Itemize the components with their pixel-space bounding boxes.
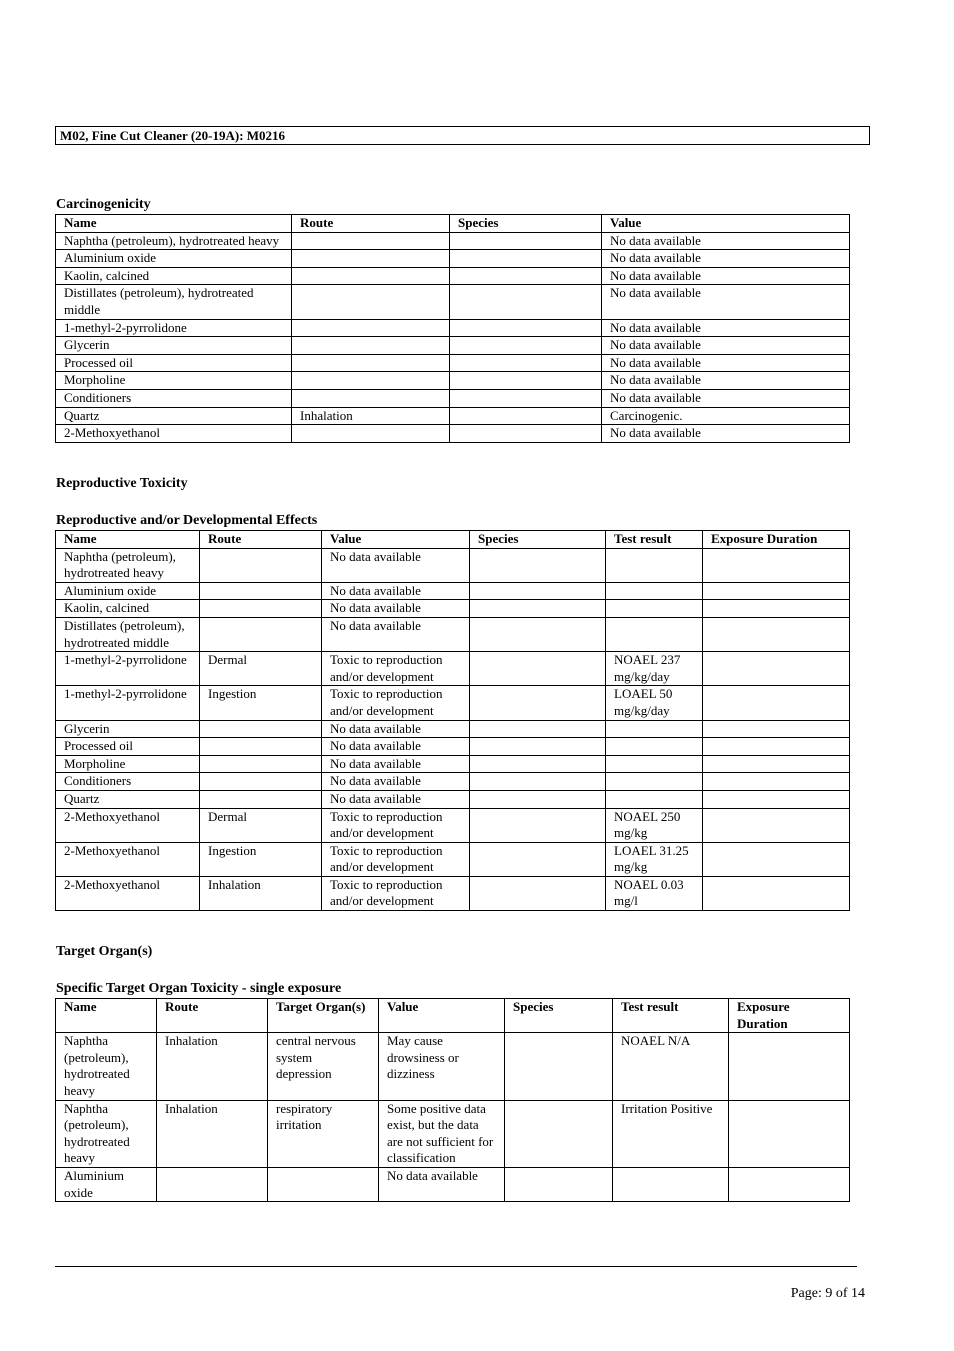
table-cell: No data available [602,372,850,390]
table-cell [729,1100,850,1167]
table-cell [606,738,703,756]
table-cell [292,285,450,319]
table-cell: No data available [602,319,850,337]
table-cell [450,354,602,372]
table-row [56,232,850,250]
table-cell [157,1167,268,1201]
table-row [56,842,850,876]
table-cell: Kaolin, calcined [56,267,292,285]
reproductive-effects-subtitle: Reproductive and/or Developmental Effects [56,513,318,528]
table-cell [292,425,450,443]
table-cell: Inhalation [292,407,450,425]
table-row [56,790,850,808]
column-header: Test result [606,531,703,549]
table-cell: No data available [602,285,850,319]
table-cell [200,548,322,582]
table-cell [450,372,602,390]
column-header: Species [505,999,613,1033]
table-cell: Inhalation [200,876,322,910]
table-row [56,686,850,720]
table-cell [292,389,450,407]
table-cell [703,808,850,842]
table-row [56,1167,850,1201]
table-row [56,652,850,686]
table-cell: Morpholine [56,755,200,773]
table-cell: central nervous system depression [268,1033,379,1100]
table-cell [606,790,703,808]
table-cell [470,652,606,686]
table-cell: Inhalation [157,1100,268,1167]
table-cell: Dermal [200,652,322,686]
table-cell [703,548,850,582]
table-cell [470,876,606,910]
table-cell [470,842,606,876]
table-cell [450,232,602,250]
table-cell: LOAEL 50 mg/kg/day [606,686,703,720]
table-cell [470,808,606,842]
table-cell [450,267,602,285]
column-header: Exposure Duration [703,531,850,549]
table-cell [470,686,606,720]
table-cell: Irritation Positive [613,1100,729,1167]
table-cell [292,337,450,355]
table-row [56,1033,850,1100]
table-cell [703,738,850,756]
table-cell: No data available [322,582,470,600]
table-cell: Ingestion [200,686,322,720]
table-cell [703,790,850,808]
table-cell: Quartz [56,407,292,425]
table-cell: Quartz [56,790,200,808]
table-cell [470,600,606,618]
table-cell: Toxic to reproduction and/or development [322,842,470,876]
table-cell [268,1167,379,1201]
table-row [56,337,850,355]
column-header: Target Organ(s) [268,999,379,1033]
table-cell [703,582,850,600]
table-cell: 2-Methoxyethanol [56,876,200,910]
table-cell: 1-methyl-2-pyrrolidone [56,686,200,720]
column-header: Species [450,215,602,233]
table-cell [470,755,606,773]
table-cell: Aluminium oxide [56,250,292,268]
table-cell [703,617,850,651]
column-header: Species [470,531,606,549]
table-cell [450,407,602,425]
table-cell [505,1100,613,1167]
column-header: Route [292,215,450,233]
column-header: Name [56,999,157,1033]
document-header: M02, Fine Cut Cleaner (20-19A): M0216 [55,126,870,145]
table-cell: Processed oil [56,354,292,372]
table-cell: Aluminium oxide [56,582,200,600]
column-header: Value [322,531,470,549]
table-cell: NOAEL N/A [613,1033,729,1100]
table-row [56,582,850,600]
table-row [56,808,850,842]
table-cell: May cause drowsiness or dizziness [379,1033,505,1100]
table-cell [470,790,606,808]
table-cell [200,790,322,808]
table-cell: 2-Methoxyethanol [56,842,200,876]
table-cell [470,738,606,756]
table-row [56,372,850,390]
table-cell: No data available [602,425,850,443]
table-cell: NOAEL 250 mg/kg [606,808,703,842]
table-row [56,425,850,443]
table-cell: Inhalation [157,1033,268,1100]
table-cell: 1-methyl-2-pyrrolidone [56,319,292,337]
table-cell [606,582,703,600]
column-header: Name [56,531,200,549]
table-cell: Glycerin [56,337,292,355]
table-row [56,773,850,791]
table-cell: Ingestion [200,842,322,876]
table-row [56,720,850,738]
table-row [56,389,850,407]
table-cell: No data available [602,250,850,268]
table-cell [703,600,850,618]
table-cell [470,720,606,738]
table-cell [200,755,322,773]
carcinogenicity-title: Carcinogenicity [56,197,151,212]
table-cell [470,617,606,651]
table-cell [606,720,703,738]
table-cell [450,250,602,268]
table-cell [200,582,322,600]
column-header: Exposure Duration [729,999,850,1033]
table-cell [470,582,606,600]
table-cell: Aluminium oxide [56,1167,157,1201]
table-cell: No data available [322,738,470,756]
table-row [56,755,850,773]
table-row [56,548,850,582]
table-cell [729,1033,850,1100]
table-header-row [56,999,850,1033]
table-cell: Processed oil [56,738,200,756]
table-cell: No data available [322,755,470,773]
target-organ-title: Target Organ(s) [56,944,153,959]
table-cell: Morpholine [56,372,292,390]
table-row [56,738,850,756]
table-row [56,250,850,268]
table-cell: No data available [322,548,470,582]
table-cell: Carcinogenic. [602,407,850,425]
table-cell: Naphtha (petroleum), hydrotreated heavy [56,548,200,582]
table-row [56,267,850,285]
table-cell [703,686,850,720]
table-cell [292,319,450,337]
column-header: Value [379,999,505,1033]
table-cell [703,755,850,773]
table-cell [470,548,606,582]
table-cell [606,600,703,618]
reproductive-table [55,530,850,911]
table-header-row [56,215,850,233]
table-cell: Glycerin [56,720,200,738]
table-cell [200,720,322,738]
table-cell: 1-methyl-2-pyrrolidone [56,652,200,686]
table-cell [292,232,450,250]
table-cell [292,354,450,372]
table-row [56,617,850,651]
table-cell: Some positive data exist, but the data are not sufficient for classification [379,1100,505,1167]
table-cell: LOAEL 31.25 mg/kg [606,842,703,876]
table-cell [200,600,322,618]
table-cell: No data available [322,790,470,808]
table-row [56,407,850,425]
column-header: Test result [613,999,729,1033]
table-cell [703,842,850,876]
table-cell: No data available [602,389,850,407]
table-cell: No data available [322,600,470,618]
table-cell: Distillates (petroleum), hydrotreated middle [56,617,200,651]
stot-single-subtitle: Specific Target Organ Toxicity - single exposure [56,981,342,996]
table-cell: No data available [322,773,470,791]
table-cell: Toxic to reproduction and/or development [322,876,470,910]
table-cell: 2-Methoxyethanol [56,425,292,443]
column-header: Value [602,215,850,233]
table-cell: Toxic to reproduction and/or development [322,686,470,720]
table-row [56,319,850,337]
table-cell: Toxic to reproduction and/or development [322,652,470,686]
carcinogenicity-table [55,214,850,443]
table-cell: No data available [322,720,470,738]
table-cell [505,1167,613,1201]
table-row [56,600,850,618]
table-cell [450,425,602,443]
table-row [56,876,850,910]
table-cell [703,652,850,686]
reproductive-toxicity-title: Reproductive Toxicity [56,476,188,491]
table-cell: Conditioners [56,773,200,791]
table-cell [292,250,450,268]
table-cell [450,337,602,355]
table-cell: No data available [322,617,470,651]
table-cell: Naphtha (petroleum), hydrotreated heavy [56,1100,157,1167]
table-cell: NOAEL 237 mg/kg/day [606,652,703,686]
table-cell: No data available [602,267,850,285]
table-cell: Naphtha (petroleum), hydrotreated heavy [56,1033,157,1100]
column-header: Route [200,531,322,549]
stot-single-table [55,998,850,1202]
table-cell [613,1167,729,1201]
table-cell [450,285,602,319]
table-row [56,285,850,319]
table-cell [703,876,850,910]
table-cell: No data available [379,1167,505,1201]
table-header-row [56,531,850,549]
table-cell: Kaolin, calcined [56,600,200,618]
table-cell [450,319,602,337]
table-row [56,354,850,372]
column-header: Name [56,215,292,233]
table-cell: Toxic to reproduction and/or development [322,808,470,842]
table-cell [505,1033,613,1100]
table-cell [292,267,450,285]
table-cell [470,773,606,791]
table-cell: respiratory irritation [268,1100,379,1167]
table-cell: Conditioners [56,389,292,407]
table-cell [703,720,850,738]
table-cell [606,548,703,582]
column-header: Route [157,999,268,1033]
table-cell: Distillates (petroleum), hydrotreated middle [56,285,292,319]
table-cell: No data available [602,232,850,250]
table-cell [200,617,322,651]
table-cell: Dermal [200,808,322,842]
table-cell [703,773,850,791]
table-cell [292,372,450,390]
table-cell [606,755,703,773]
table-cell: No data available [602,337,850,355]
table-row [56,1100,850,1167]
table-cell: 2-Methoxyethanol [56,808,200,842]
footer-divider [55,1266,857,1267]
table-cell [200,738,322,756]
table-cell [606,773,703,791]
table-cell [729,1167,850,1201]
table-cell: NOAEL 0.03 mg/l [606,876,703,910]
table-cell: No data available [602,354,850,372]
table-cell [200,773,322,791]
table-cell [606,617,703,651]
table-cell: Naphtha (petroleum), hydrotreated heavy [56,232,292,250]
page-number: Page: 9 of 14 [790,1286,865,1301]
table-cell [450,389,602,407]
